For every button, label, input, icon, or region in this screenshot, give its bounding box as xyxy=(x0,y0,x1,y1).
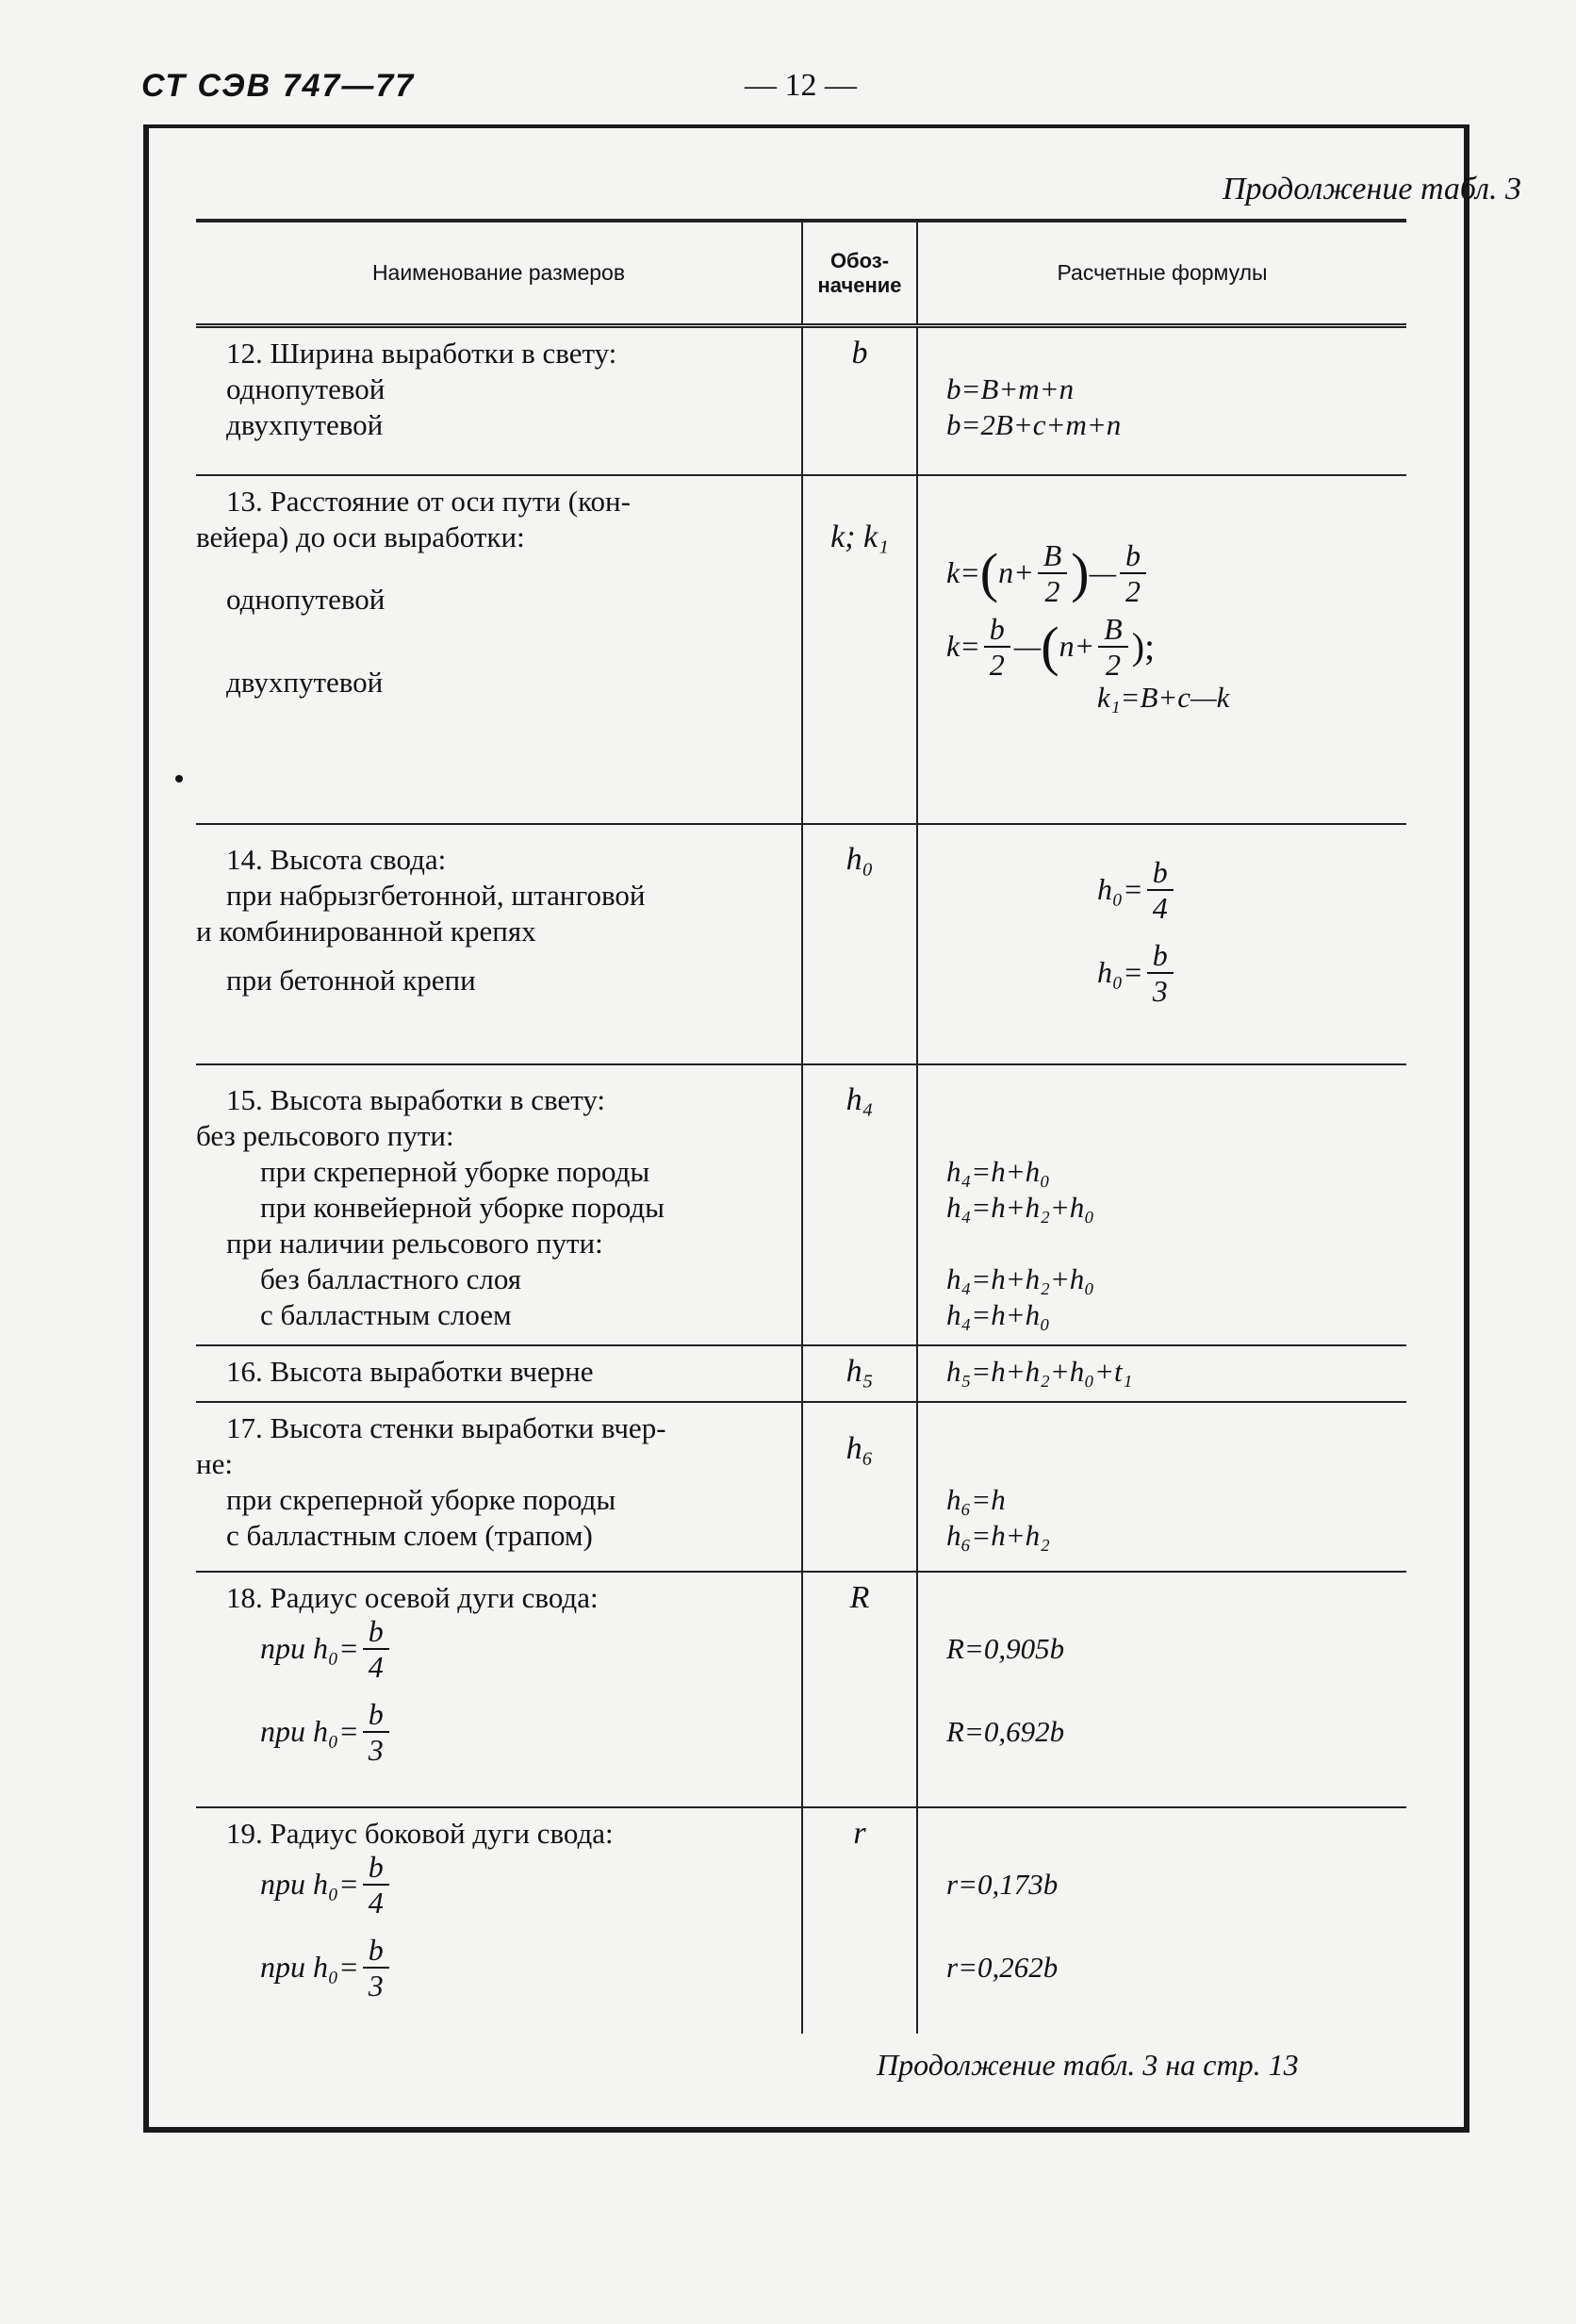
row-symbol: h₆ xyxy=(845,1430,874,1466)
row-symbol: b xyxy=(851,336,868,371)
row-title: вейера) до оси выработки: xyxy=(196,519,525,553)
formula: h₄=h+h₀ xyxy=(946,1297,1050,1331)
row-item: двухпутевой xyxy=(226,408,384,441)
row-item: и комбинированной крепях xyxy=(196,914,536,948)
table-row xyxy=(196,475,1406,824)
dimensions-table xyxy=(196,219,1406,2034)
formula: h₄=h+h₀ xyxy=(946,1154,1050,1188)
formula-h0-quarter: h₀= $\frac{b}{4}$ xyxy=(946,857,1406,923)
row-symbol: R xyxy=(849,1579,870,1615)
row-symbol: h₄ xyxy=(845,1081,874,1117)
condition-third: при h₀= $\frac{b}{3}$ xyxy=(196,1699,801,1765)
row-title: 14. Высота свода: xyxy=(226,842,447,876)
formula: h₆=h xyxy=(946,1482,1006,1516)
row-item: с балластным слоем (трапом) xyxy=(226,1518,593,1552)
formula: R=0,905b xyxy=(946,1631,1065,1665)
row-title: не: xyxy=(196,1446,233,1480)
row-title: 15. Высота выработки в свету: xyxy=(226,1082,606,1116)
continuation-top: Продолжение табл. 3 xyxy=(1222,172,1521,206)
formula: h₅=h+h₂+h₀+t₁ xyxy=(946,1354,1133,1388)
table-row xyxy=(196,1064,1406,1345)
table-row xyxy=(196,824,1406,1064)
col-header-formulas: Расчетные формулы xyxy=(917,221,1406,326)
row-title: 16. Высота выработки вчерне xyxy=(226,1354,594,1388)
table-row xyxy=(196,1402,1406,1572)
formula: b=2B+c+m+n xyxy=(946,408,1122,441)
row-title: 17. Высота стенки выработки вчер- xyxy=(226,1410,666,1444)
table-row xyxy=(196,1345,1406,1402)
row-item: однопутевой xyxy=(226,582,386,616)
condition-third: при h₀= $\frac{b}{3}$ xyxy=(196,1935,801,2001)
table-row xyxy=(196,326,1406,475)
table-row xyxy=(196,1807,1406,2034)
row-title: 12. Ширина выработки в свету: xyxy=(226,337,617,370)
formula-h0-third: h₀= $\frac{b}{3}$ xyxy=(946,940,1406,1006)
formula: b=B+m+n xyxy=(946,372,1075,405)
row-item: при скреперной уборке породы xyxy=(226,1482,616,1516)
formula: h₄=h+h₂+h₀ xyxy=(946,1261,1095,1295)
formula: R=0,692b xyxy=(946,1714,1065,1748)
row-item: при бетонной крепи xyxy=(226,963,476,997)
margin-dot xyxy=(175,775,183,783)
row-item: однопутевой xyxy=(226,372,386,405)
condition-quarter: при h₀= $\frac{b}{4}$ xyxy=(196,1616,801,1682)
continuation-bottom: Продолжение табл. 3 на стр. 13 xyxy=(877,2048,1299,2082)
formula: k₁=B+c—k xyxy=(1097,680,1230,714)
row-title: 13. Расстояние от оси пути (кон- xyxy=(226,484,631,518)
formula-k-double: k= $\frac{b}{2}$ — ( n+ $\frac{B}{2}$ ); xyxy=(946,611,1156,682)
col-header-name: Наименование размеров xyxy=(196,221,802,326)
row-symbol: k; k₁ xyxy=(830,519,889,554)
row-symbol: h₅ xyxy=(845,1353,874,1389)
formula: h₄=h+h₂+h₀ xyxy=(946,1190,1095,1224)
row-symbol: r xyxy=(853,1815,866,1851)
row-item: при конвейерной уборке породы xyxy=(260,1190,665,1224)
col-header-symbol: Обоз- начение xyxy=(802,221,917,326)
row-title: 18. Радиус осевой дуги свода: xyxy=(226,1580,599,1614)
row-item: при набрызгбетонной, штанговой xyxy=(226,878,646,912)
row-item: без балластного слоя xyxy=(260,1261,521,1295)
row-item: двухпутевой xyxy=(226,665,384,699)
standard-code: СТ СЭВ 747—77 xyxy=(141,68,416,104)
row-item: при наличии рельсового пути: xyxy=(226,1226,603,1260)
formula: r=0,173b xyxy=(946,1867,1059,1901)
formula-k-single: k= ( n+ $\frac{B}{2}$ ) — $\frac{b}{2}$ xyxy=(946,540,1406,606)
condition-quarter: при h₀= $\frac{b}{4}$ xyxy=(196,1852,801,1918)
page-number: — 12 — xyxy=(745,68,857,103)
formula: h₆=h+h₂ xyxy=(946,1518,1050,1552)
row-item: при скреперной уборке породы xyxy=(260,1154,650,1188)
row-item: без рельсового пути: xyxy=(196,1118,454,1152)
row-title: 19. Радиус боковой дуги свода: xyxy=(226,1816,614,1850)
table-row xyxy=(196,1572,1406,1807)
formula: r=0,262b xyxy=(946,1950,1059,1984)
row-symbol: h₀ xyxy=(845,841,874,877)
row-item: с балластным слоем xyxy=(260,1297,512,1331)
